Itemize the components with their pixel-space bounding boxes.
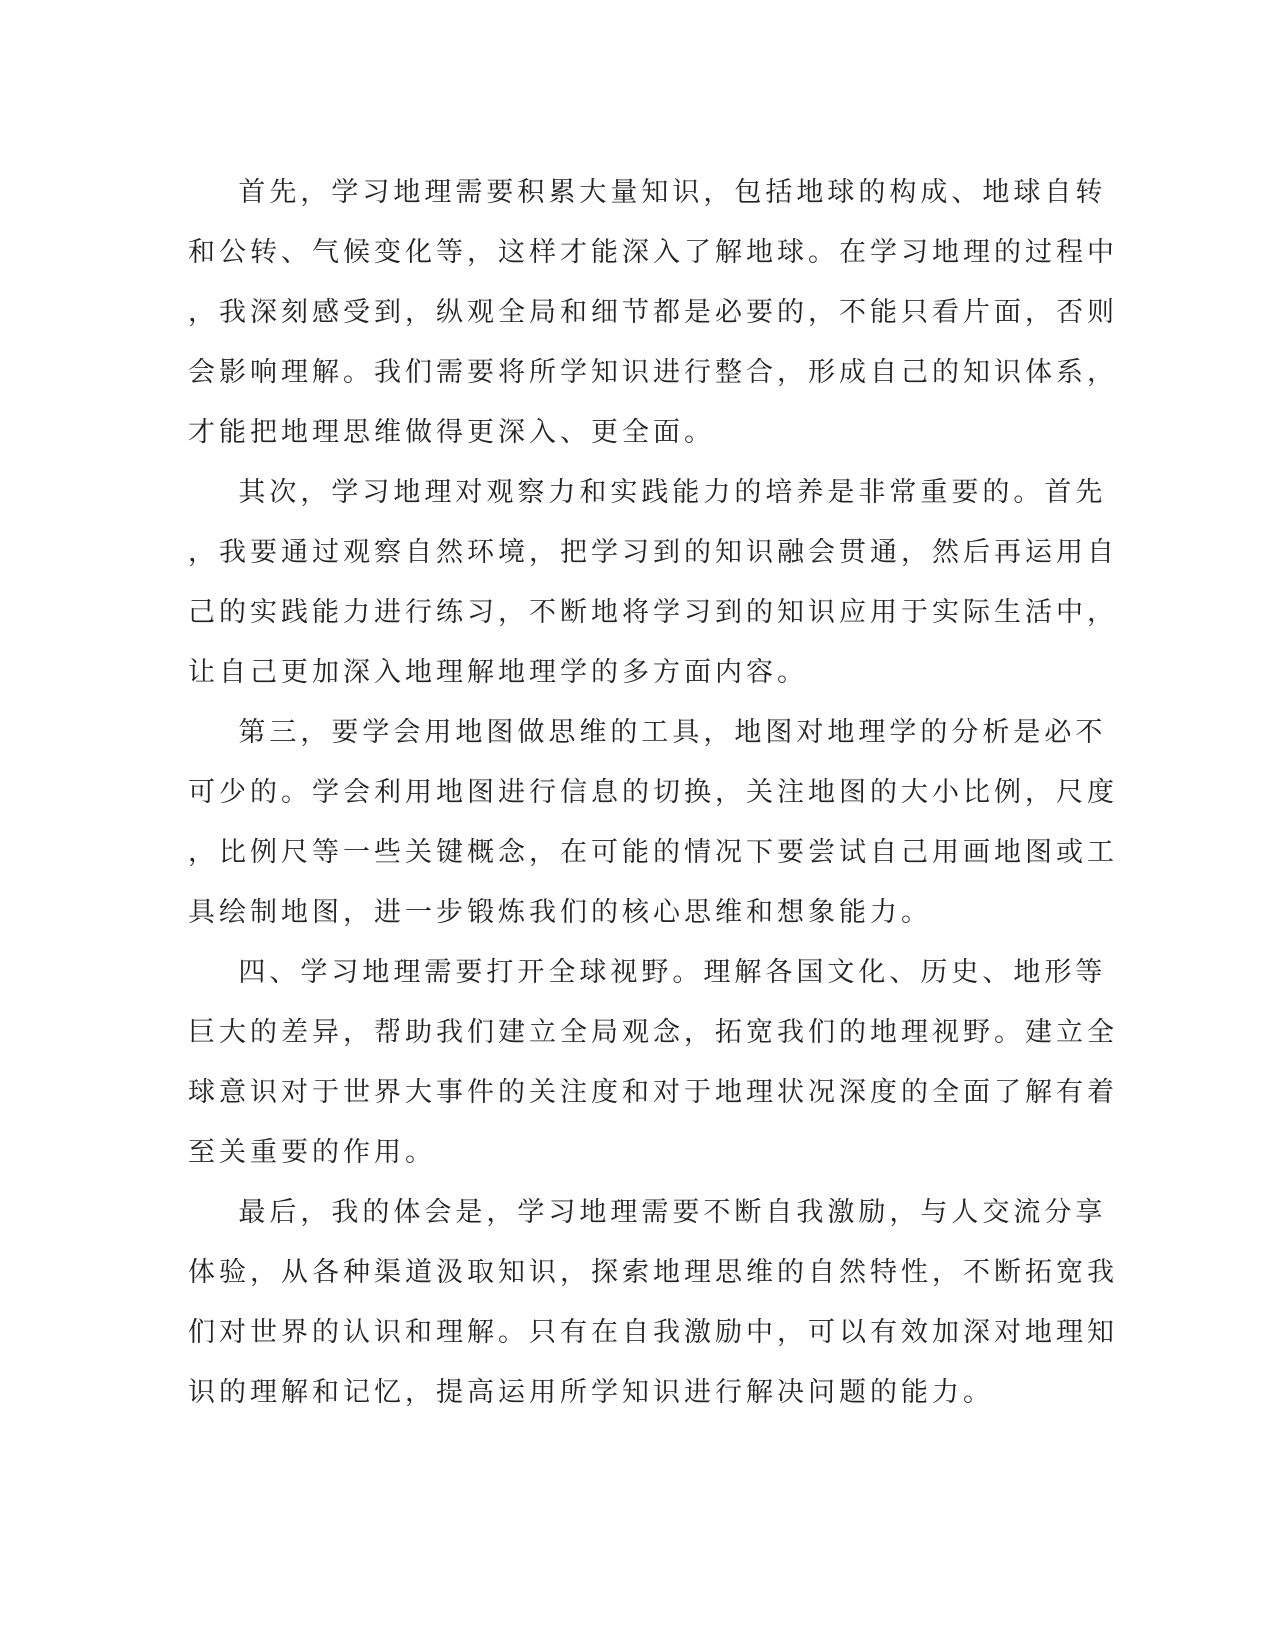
text-line: 最后，我的体会是，学习地理需要不断自我激励，与人交流分享 xyxy=(188,1197,1107,1228)
text-line: ，比例尺等一些关键概念，在可能的情况下要尝试自己用画地图或工 xyxy=(188,837,1118,868)
text-line: ，我深刻感受到，纵观全局和细节都是必要的，不能只看片面，否则 xyxy=(188,297,1118,328)
text-line: 体验，从各种渠道汲取知识，探索地理思维的自然特性，不断拓宽我 xyxy=(188,1257,1118,1288)
paragraph-3 xyxy=(188,703,1118,943)
paragraph-2 xyxy=(188,463,1118,703)
text-line: 己的实践能力进行练习，不断地将学习到的知识应用于实际生活中， xyxy=(188,597,1118,628)
text-line: 和公转、气候变化等，这样才能深入了解地球。在学习地理的过程中 xyxy=(188,237,1118,268)
text-line: 识的理解和记忆，提高运用所学知识进行解决问题的能力。 xyxy=(188,1377,994,1408)
text-line: 其次，学习地理对观察力和实践能力的培养是非常重要的。首先 xyxy=(188,477,1107,508)
paragraph-4 xyxy=(188,943,1118,1183)
paragraph-1 xyxy=(188,163,1118,463)
text-line: 球意识对于世界大事件的关注度和对于地理状况深度的全面了解有着 xyxy=(188,1077,1118,1108)
document-body xyxy=(188,163,1118,1423)
text-line: 第三，要学会用地图做思维的工具，地图对地理学的分析是必不 xyxy=(188,717,1107,748)
text-line: 让自己更加深入地理解地理学的多方面内容。 xyxy=(188,657,808,688)
text-line: 会影响理解。我们需要将所学知识进行整合，形成自己的知识体系， xyxy=(188,357,1118,388)
text-line: 具绘制地图，进一步锻炼我们的核心思维和想象能力。 xyxy=(188,897,932,928)
text-line: 巨大的差异，帮助我们建立全局观念，拓宽我们的地理视野。建立全 xyxy=(188,1017,1118,1048)
text-line: 至关重要的作用。 xyxy=(188,1137,436,1168)
paragraph-5 xyxy=(188,1183,1118,1423)
text-line: 可少的。学会利用地图进行信息的切换，关注地图的大小比例，尺度 xyxy=(188,777,1118,808)
text-line: ，我要通过观察自然环境，把学习到的知识融会贯通，然后再运用自 xyxy=(188,537,1118,568)
text-line: 才能把地理思维做得更深入、更全面。 xyxy=(188,417,715,448)
text-line: 们对世界的认识和理解。只有在自我激励中，可以有效加深对地理知 xyxy=(188,1317,1118,1348)
text-line: 四、学习地理需要打开全球视野。理解各国文化、历史、地形等 xyxy=(188,957,1107,988)
text-line: 首先，学习地理需要积累大量知识，包括地球的构成、地球自转 xyxy=(188,177,1107,208)
